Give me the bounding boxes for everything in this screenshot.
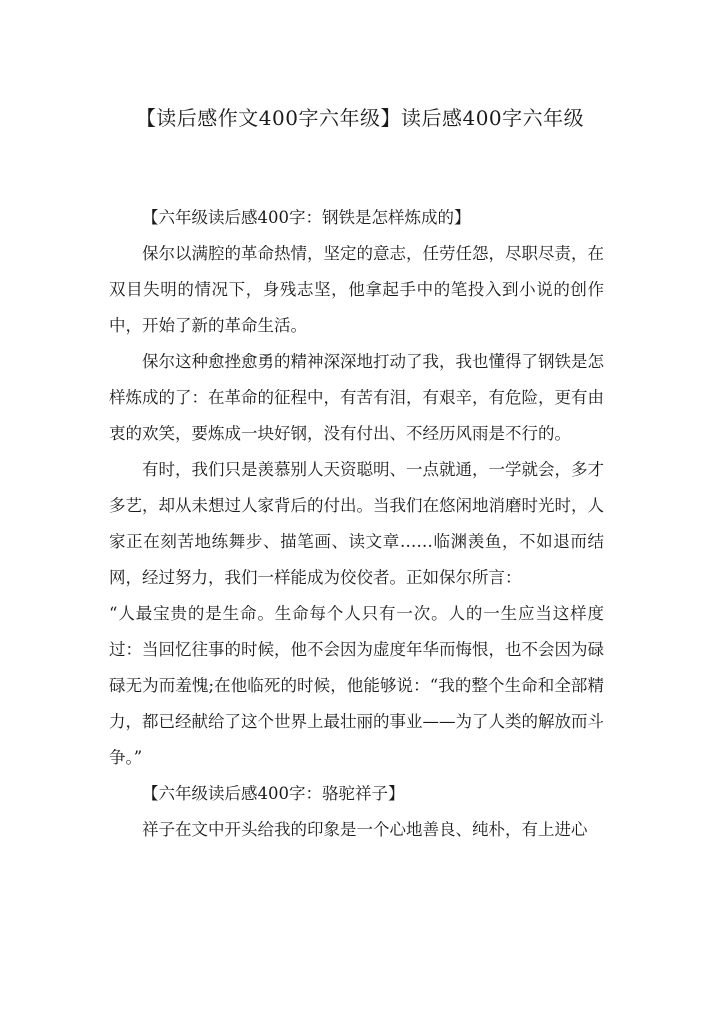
- quote-paragraph: “人最宝贵的是生命。生命每个人只有一次。人的一生应当这样度过：当回忆往事的时候，他不会因为虚度年华而悔恨，也不会因为碌碌无为而羞愧;在他临死的时候，他能够说：“我的整个生命和全部精力，都已经献给了这个世界上最壮丽的事业——为了人类的解放而斗争。”: [109, 604, 604, 767]
- section-heading: 【六年级读后感400字：骆驼祥子】: [142, 784, 405, 803]
- paragraph: 有时，我们只是羡慕别人天资聪明、一点就通，一学就会，多才多艺，却从未想过人家背后的付出。当我们在悠闲地消磨时光时，人家正在刻苦地练舞步、描笔画、读文章……临渊羡鱼，不如退而结网，经过努力，我们一样能成为佼佼者。正如保尔所言：: [109, 460, 604, 587]
- paragraph: 保尔这种愈挫愈勇的精神深深地打动了我，我也懂得了钢铁是怎样炼成的了：在革命的征程中，有苦有泪，有艰辛，有危险，更有由衷的欢笑，要炼成一块好钢，没有付出、不经历风雨是不行的。: [109, 352, 604, 443]
- document-title: 【读后感作文400字六年级】读后感400字六年级: [135, 106, 585, 130]
- paragraph: 保尔以满腔的革命热情，坚定的意志，任劳任怨，尽职尽责，在双目失明的情况下，身残志坚，他拿起手中的笔投入到小说的创作中，开始了新的革命生活。: [109, 244, 604, 335]
- paragraph: 祥子在文中开头给我的印象是一个心地善良、纯朴，有上进心: [142, 820, 588, 839]
- section-heading: 【六年级读后感400字：钢铁是怎样炼成的】: [142, 208, 471, 227]
- document-body: [109, 200, 604, 848]
